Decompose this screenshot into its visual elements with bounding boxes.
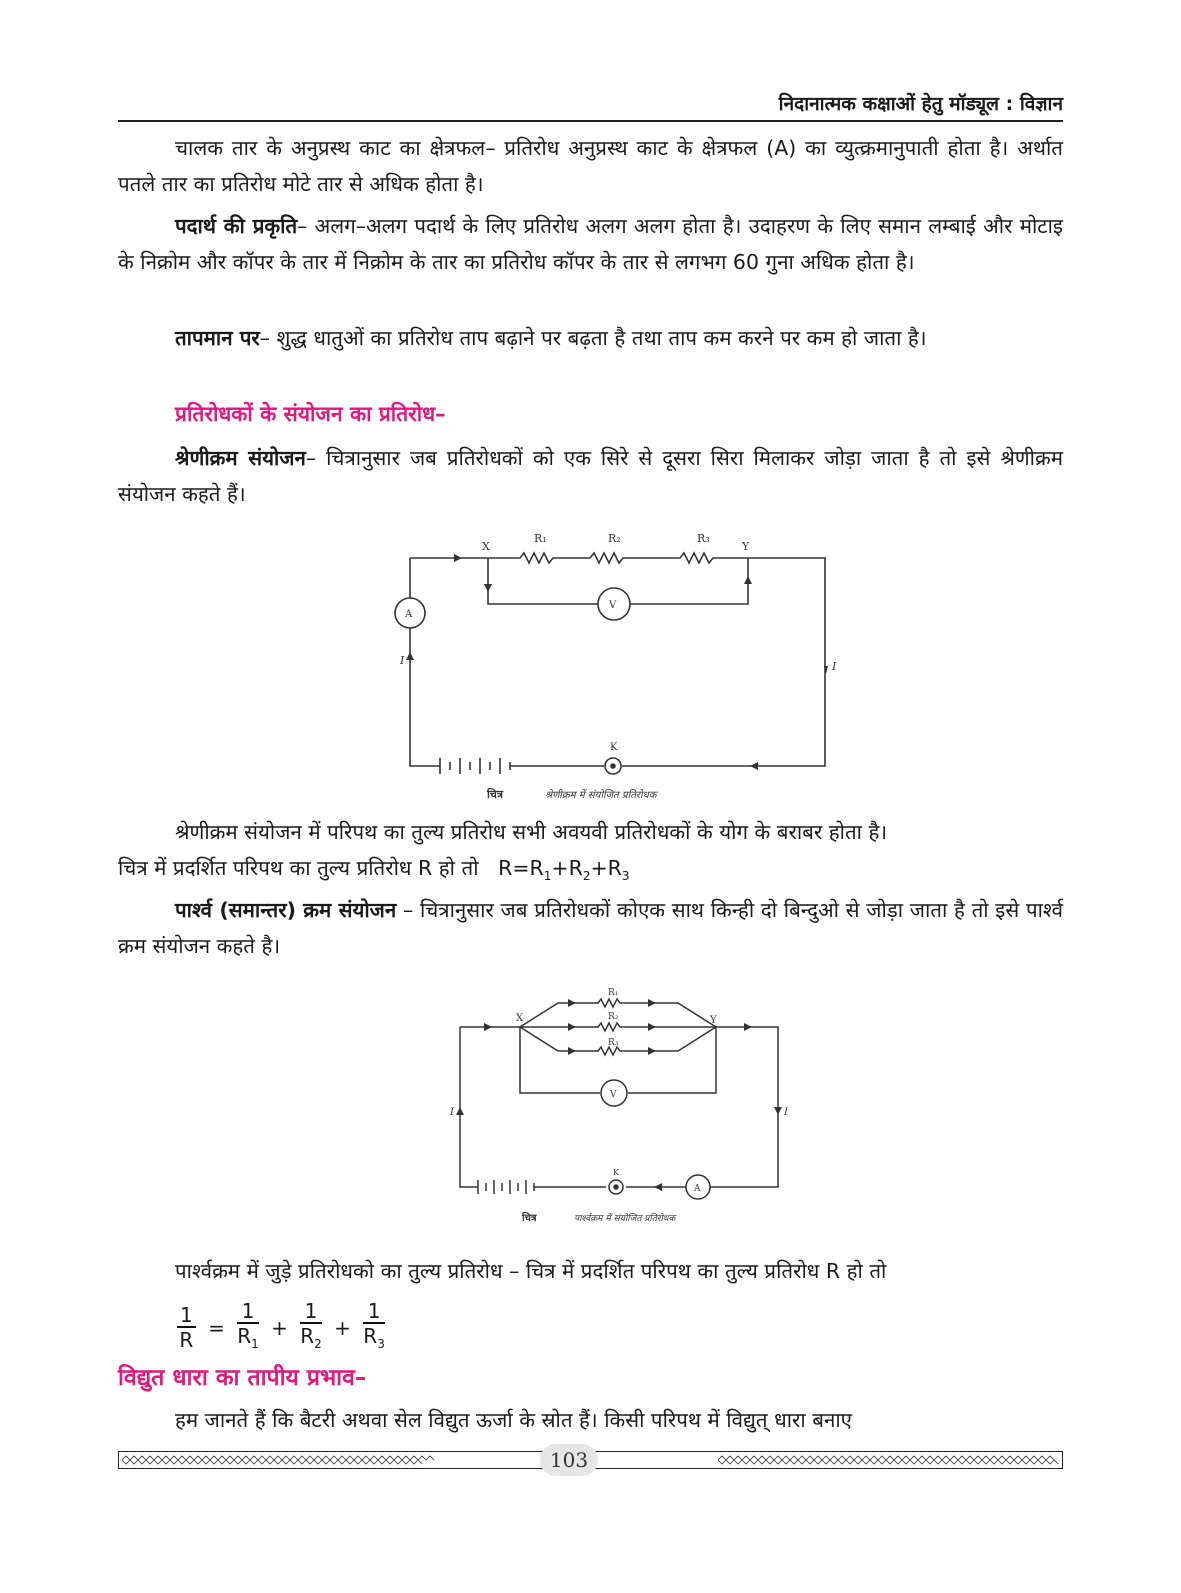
- paragraph-text: श्रेणीक्रम संयोजन में परिपथ का तुल्य प्रतिरोध सभी अवयवी प्रतिरोधकों के योग के बराबर होता है।: [175, 820, 888, 844]
- page-number: 103: [540, 1444, 598, 1476]
- term-temperature: तापमान पर: [175, 326, 260, 350]
- battery-icon: [478, 1180, 548, 1194]
- r-symbol: R: [237, 1324, 252, 1348]
- resistor-r1: [510, 553, 590, 563]
- paragraph-text: – चित्रानुसार जब प्रतिरोधकों कोएक साथ किन्ही दो बिन्दुओ से जोड़ा जाता है तो इसे पार्श्व क्रम संयोजन कहते है।: [118, 898, 1064, 958]
- denominator: R: [179, 1328, 194, 1352]
- denominator: [237, 1324, 259, 1356]
- r1-label: R₁: [608, 988, 619, 998]
- r3-label: R₃: [697, 532, 710, 545]
- paragraph-text: – अलग–अलग पदार्थ के लिए प्रतिरोध अलग अलग होता है। उदाहरण के लिए समान लम्बाई और मोटाइ के निक्रोम और कॉपर के तार में निक्रोम के तार का प्रतिरोध कॉपर के तार से लगभग 60 गुना अधिक होता है।: [118, 214, 1063, 274]
- fraction: [300, 1300, 322, 1356]
- r1-label: R₁: [534, 532, 547, 545]
- formula-sub2: 2: [582, 869, 591, 884]
- ammeter-label: A: [694, 1184, 701, 1194]
- r3-label: R₃: [608, 1038, 619, 1048]
- formula-sub1: 1: [543, 869, 552, 884]
- paragraph-text: हम जानते हैं कि बैटरी अथवा सेल विद्युत ऊर्जा के स्रोत हैं। किसी परिपथ में विद्युत् धारा बनाए: [175, 1408, 852, 1432]
- equals-sign: =: [208, 1316, 225, 1340]
- r2-label: R₂: [608, 1012, 619, 1022]
- formula-r2: R: [568, 856, 583, 880]
- paragraph-text: चालक तार के अनुप्रस्थ काट का क्षेत्रफल– प्रतिरोध अनुप्रस्थ काट के क्षेत्रफल (A) का व्युत्क्रमानुपाती होता है। अर्थात पतले तार का प्रतिरोध मोटे तार से अधिक होता है।: [118, 136, 1063, 196]
- node-y-label: Y: [710, 1015, 717, 1026]
- section-heading-heating-effect: विद्युत धारा का तापीय प्रभाव–: [118, 1365, 367, 1391]
- current-arrows: [406, 554, 828, 770]
- header-title: निदानात्मक कक्षाओं हेतु मॉड्यूल : विज्ञान: [778, 93, 1063, 115]
- paragraph-parallel-equivalent: [118, 1253, 1063, 1289]
- formula-sub3: 3: [621, 869, 630, 884]
- figure-caption: श्रेणीक्रम में संयोजित प्रतिरोधक: [545, 790, 657, 801]
- r2-label: R₂: [608, 532, 621, 545]
- paragraph-text: – शुद्ध धातुओं का प्रतिरोध ताप बढ़ाने पर बढ़ता है तथा ताप कम करने पर कम हो जाता है।: [259, 326, 927, 350]
- node-x-label: X: [482, 540, 490, 553]
- paragraph-material: [118, 208, 1063, 280]
- parallel-circuit-figure: [448, 985, 808, 1230]
- term-parallel: पार्श्व (समान्तर) क्रम संयोजन: [175, 898, 397, 922]
- battery-icon: [440, 758, 535, 774]
- key-label: K: [613, 1168, 619, 1177]
- paragraph-temperature: [118, 320, 1063, 356]
- resistor-r2: [520, 1023, 716, 1031]
- subscript: 2: [314, 1337, 322, 1351]
- paragraph-cross-section: [118, 130, 1063, 202]
- voltmeter-label: V: [609, 600, 617, 611]
- term-series: श्रेणीक्रम संयोजन: [175, 446, 306, 470]
- figure-caption: पार्श्वक्रम में संयोजित प्रतिरोधक: [574, 1214, 676, 1224]
- numerator: 1: [237, 1300, 259, 1324]
- subscript: 3: [377, 1337, 385, 1351]
- plus-sign: +: [271, 1316, 288, 1340]
- ammeter-label: A: [405, 609, 413, 620]
- numerator: 1: [300, 1300, 322, 1324]
- series-circuit-figure: [390, 528, 840, 808]
- subheading-combination: प्रतिरोधकों के संयोजन का प्रतिरोध–: [175, 402, 446, 426]
- current-label-right: I: [832, 660, 837, 673]
- paragraph-text: चित्र में प्रदर्शित परिपथ का तुल्य प्रतिरोध R हो तो: [118, 856, 479, 880]
- paragraph-text: पार्श्वक्रम में जुड़े प्रतिरोधको का तुल्य प्रतिरोध – चित्र में प्रदर्शित परिपथ का तुल्य प्रतिरोध R हो तो: [175, 1259, 887, 1283]
- figure-label: चित्र: [522, 1213, 537, 1224]
- node-x-label: X: [516, 1013, 524, 1024]
- parallel-formula: [175, 1300, 387, 1356]
- current-label-right: I: [784, 1107, 788, 1118]
- term-material: पदार्थ की प्रकृति: [175, 214, 298, 238]
- paragraph-series: [118, 440, 1063, 512]
- key-icon: [605, 758, 621, 774]
- denominator: [300, 1324, 322, 1356]
- subscript: 1: [251, 1337, 259, 1351]
- paragraph-parallel: [118, 892, 1063, 964]
- paragraph-heating-intro: [118, 1402, 1063, 1438]
- r-symbol: R: [363, 1324, 378, 1348]
- denominator: [363, 1324, 385, 1356]
- fraction: [177, 1304, 196, 1352]
- plus-sign: +: [334, 1316, 351, 1340]
- formula-plus: +: [551, 856, 569, 880]
- fraction: [237, 1300, 259, 1356]
- voltmeter-label: V: [610, 1090, 617, 1100]
- current-label-left: I: [450, 1107, 454, 1118]
- series-formula: [498, 856, 630, 884]
- r-symbol: R: [300, 1324, 315, 1348]
- numerator: 1: [177, 1304, 196, 1328]
- resistor-r3: [660, 553, 750, 563]
- key-icon: [609, 1180, 623, 1194]
- formula-r1: R: [529, 856, 544, 880]
- paragraph-text: – चित्रानुसार जब प्रतिरोधकों को एक सिरे से दूसरा सिरा मिलाकर जोड़ा जाता है तो इसे श्रेणीक्रम संयोजन कहते हैं।: [118, 446, 1063, 506]
- key-label: K: [610, 742, 618, 753]
- paragraph-series-equivalent: [118, 814, 1063, 894]
- running-header: [118, 88, 1063, 122]
- formula-plus: +: [590, 856, 608, 880]
- formula-lhs: R=: [498, 856, 530, 880]
- fraction: [363, 1300, 385, 1356]
- formula-r3: R: [607, 856, 622, 880]
- resistor-r2: [590, 553, 660, 563]
- current-arrows: [456, 999, 782, 1191]
- numerator: 1: [363, 1300, 385, 1324]
- figure-label: चित्र: [487, 788, 503, 801]
- current-label-left: I: [400, 654, 405, 667]
- node-y-label: Y: [742, 540, 750, 553]
